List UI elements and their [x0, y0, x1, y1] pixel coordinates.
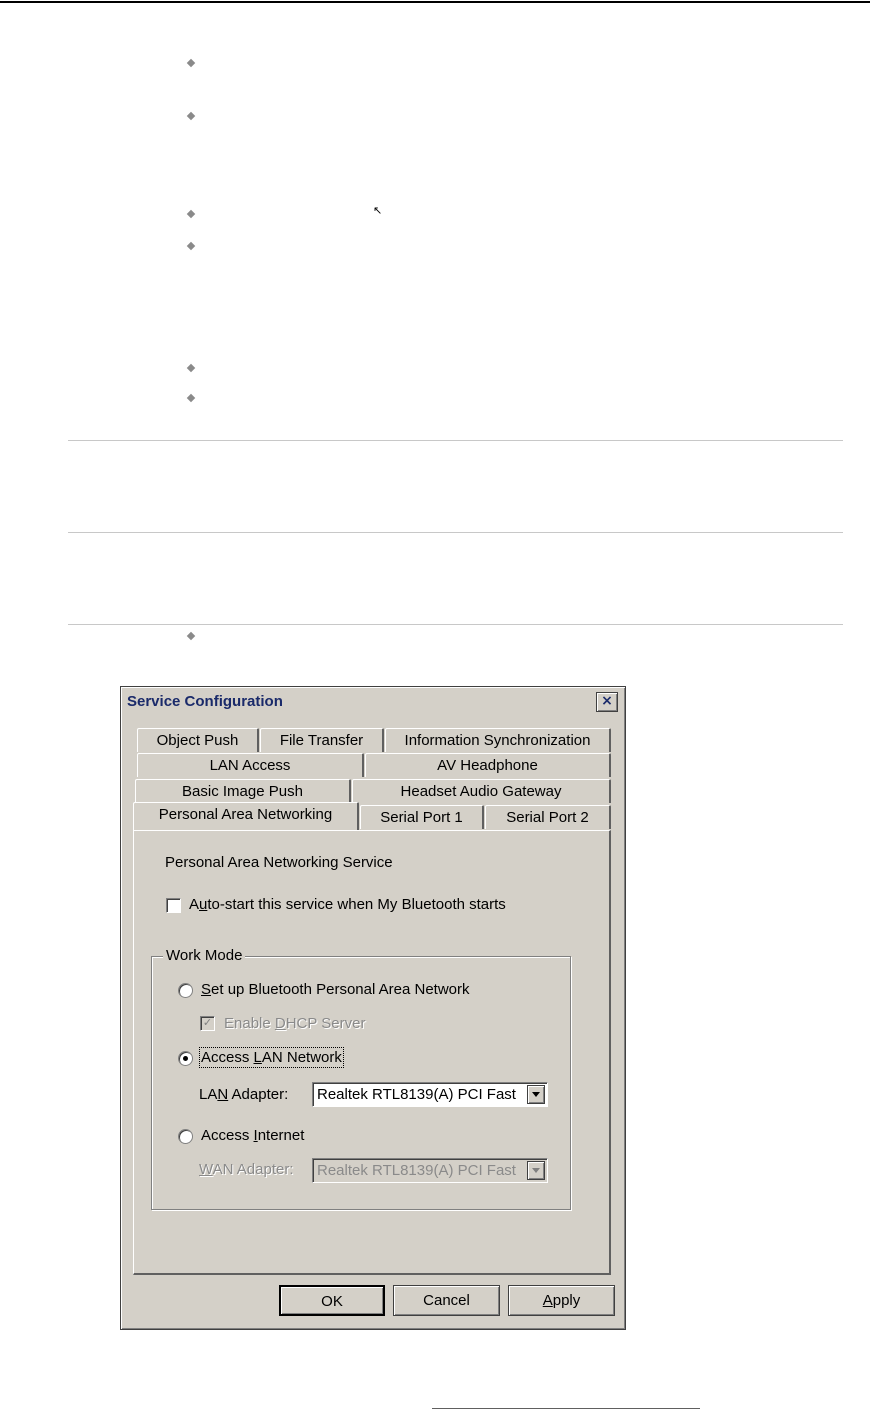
tab-personal-area-networking[interactable]: [133, 802, 359, 830]
bullet-marker: [187, 632, 195, 640]
tab-object-push[interactable]: [137, 728, 259, 752]
tab-serial-port-2[interactable]: [485, 805, 611, 829]
tab-label: LAN Access: [209, 757, 291, 774]
access-lan-radio[interactable]: [178, 1051, 193, 1066]
tab-av-headphone[interactable]: [365, 753, 611, 777]
tab-information-synchronization[interactable]: [385, 728, 611, 752]
tab-label: Basic Image Push: [182, 783, 303, 800]
tab-label: Personal Area Networking: [158, 806, 333, 823]
tab-basic-image-push[interactable]: [135, 779, 351, 803]
lan-adapter-label: LAN Adapter:: [199, 1086, 289, 1103]
access-lan-label[interactable]: Access LAN Network: [201, 1049, 342, 1066]
close-button[interactable]: [596, 692, 618, 712]
tab-label: Information Synchronization: [404, 732, 591, 749]
wan-adapter-select[interactable]: [312, 1158, 548, 1183]
enable-dhcp-label: Enable DHCP Server: [224, 1015, 366, 1032]
tab-label: Serial Port 2: [506, 809, 589, 826]
close-icon: ×: [601, 693, 613, 709]
access-internet-label[interactable]: Access Internet: [201, 1127, 305, 1144]
enable-dhcp-checkbox[interactable]: ✓: [200, 1016, 215, 1031]
bullet-marker: [187, 210, 195, 218]
tab-lan-access[interactable]: [137, 753, 364, 777]
dialog-title: Service Configuration: [127, 693, 283, 710]
bullet-marker: [187, 364, 195, 372]
autostart-label[interactable]: Auto-start this service when My Bluetooth starts: [189, 896, 506, 913]
section-divider: [68, 532, 843, 533]
chevron-down-icon[interactable]: [527, 1085, 545, 1104]
dialog-titlebar: [124, 690, 622, 714]
section-divider: [68, 440, 843, 441]
bullet-marker: [187, 242, 195, 250]
section-divider: [68, 624, 843, 625]
tab-label: Serial Port 1: [380, 809, 463, 826]
access-internet-radio[interactable]: [178, 1129, 193, 1144]
tab-serial-port-1[interactable]: [360, 805, 484, 829]
tab-label: File Transfer: [279, 732, 364, 749]
lan-adapter-select[interactable]: [312, 1082, 548, 1107]
service-heading: Personal Area Networking Service: [165, 854, 393, 871]
chevron-down-icon: [527, 1161, 545, 1180]
tab-headset-audio-gateway[interactable]: [352, 779, 611, 803]
ok-button[interactable]: OK: [279, 1285, 385, 1316]
tab-label: Object Push: [156, 732, 239, 749]
page-top-rule: [0, 1, 870, 3]
work-mode-label: Work Mode: [163, 947, 245, 964]
setup-pan-label[interactable]: Set up Bluetooth Personal Area Network: [201, 981, 470, 998]
wan-adapter-value: Realtek RTL8139(A) PCI Fast: [317, 1162, 516, 1179]
apply-button[interactable]: Apply: [508, 1285, 615, 1316]
bullet-marker: [187, 394, 195, 402]
setup-pan-radio[interactable]: [178, 983, 193, 998]
cancel-button[interactable]: Cancel: [393, 1285, 500, 1316]
lan-adapter-value: Realtek RTL8139(A) PCI Fast: [317, 1086, 516, 1103]
service-configuration-dialog: [120, 686, 626, 1330]
autostart-checkbox[interactable]: [166, 898, 181, 913]
mouse-cursor-icon: ↖: [373, 204, 383, 217]
bullet-marker: [187, 59, 195, 67]
tab-label: Headset Audio Gateway: [400, 783, 562, 800]
tab-file-transfer[interactable]: [260, 728, 384, 752]
wan-adapter-label: WAN Adapter:: [199, 1161, 294, 1178]
bullet-marker: [187, 112, 195, 120]
tab-label: AV Headphone: [437, 757, 538, 774]
footer-rule: [432, 1408, 700, 1409]
